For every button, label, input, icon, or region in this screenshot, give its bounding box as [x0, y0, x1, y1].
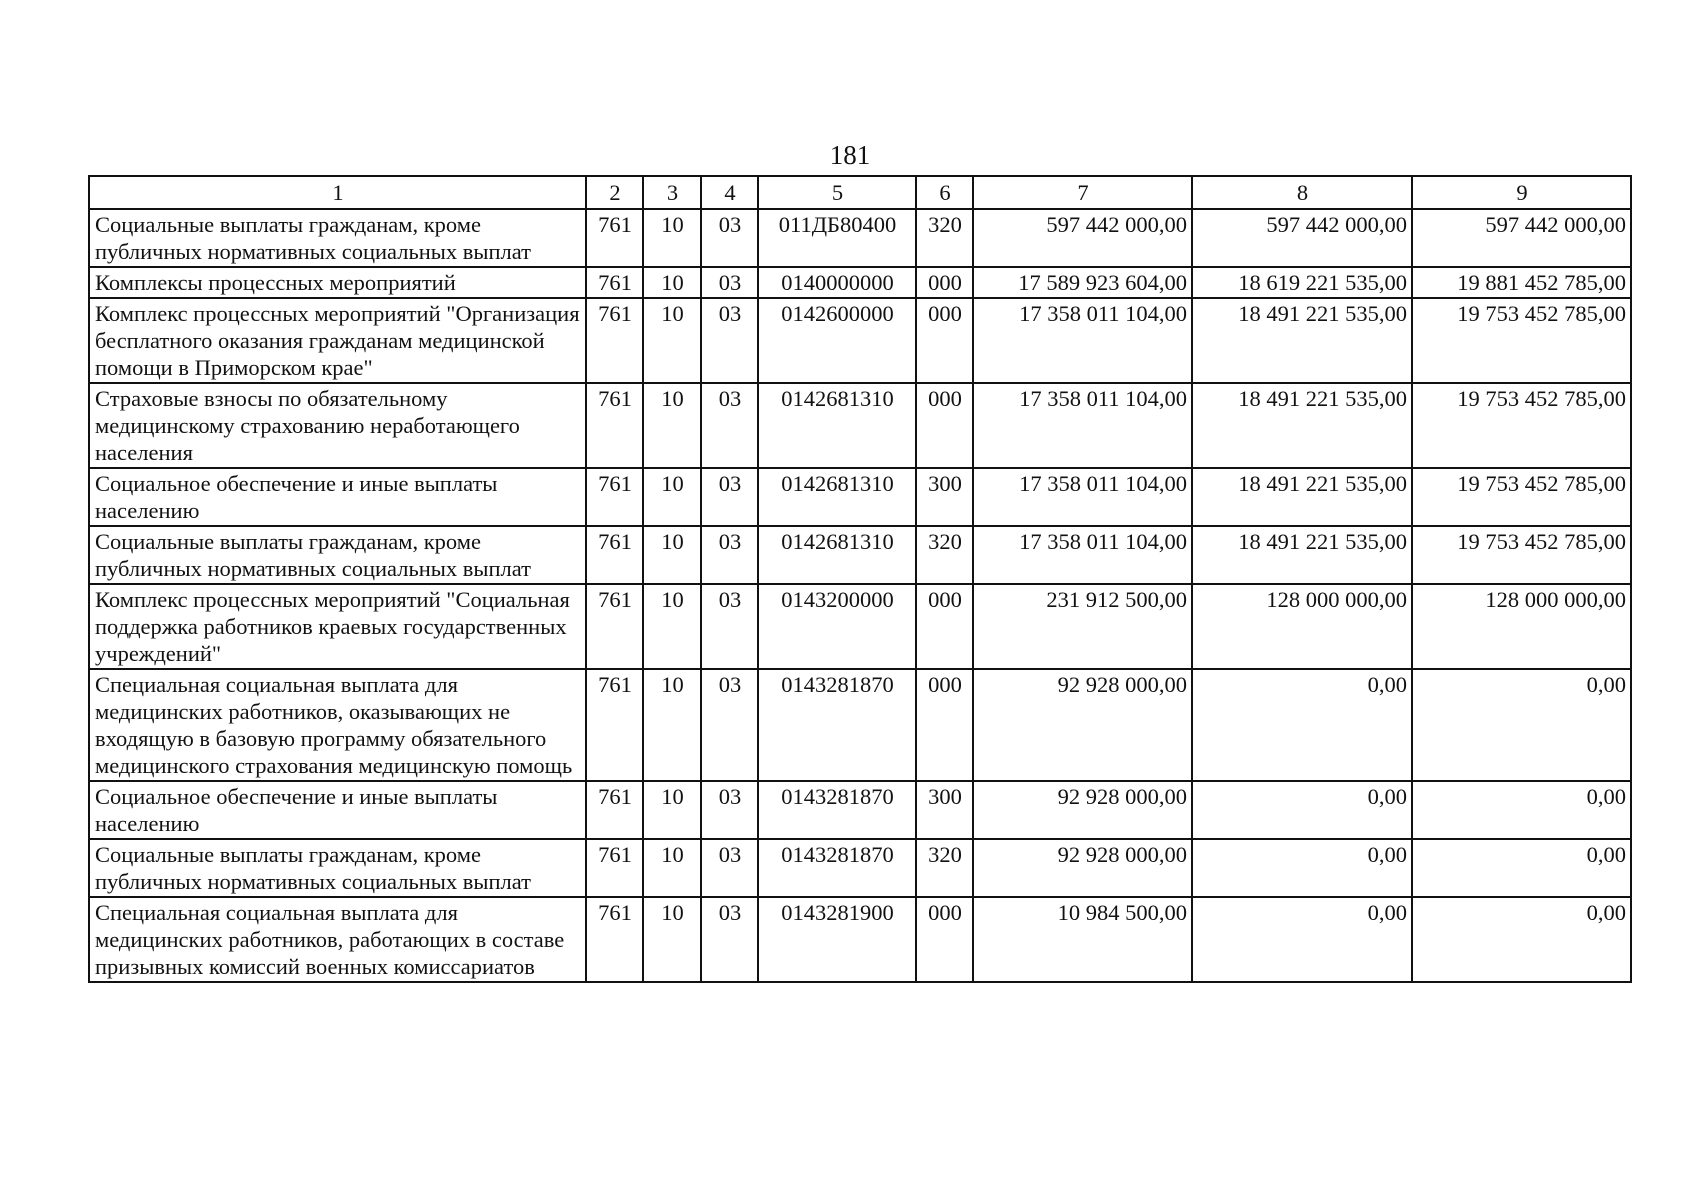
- target-article-code: 0143200000: [758, 584, 916, 669]
- budget-table: [88, 175, 1632, 983]
- amount-col-7: 92 928 000,00: [973, 839, 1192, 897]
- subsection-code: 03: [701, 839, 758, 897]
- column-header-3: 3: [643, 176, 701, 209]
- table-header: [89, 176, 1631, 209]
- target-article-code: 0143281870: [758, 669, 916, 781]
- column-header-1: 1: [89, 176, 586, 209]
- row-name: Социальные выплаты гражданам, кроме публичных нормативных социальных выплат: [89, 526, 586, 584]
- table-row: [89, 468, 1631, 526]
- row-name: Социальные выплаты гражданам, кроме публичных нормативных социальных выплат: [89, 839, 586, 897]
- amount-col-8: 0,00: [1192, 781, 1412, 839]
- target-article-code: 0140000000: [758, 267, 916, 298]
- ministry-code: 761: [586, 669, 643, 781]
- amount-col-8: 597 442 000,00: [1192, 209, 1412, 267]
- ministry-code: 761: [586, 526, 643, 584]
- target-article-code: 0142681310: [758, 383, 916, 468]
- row-name: Страховые взносы по обязательному медицинскому страхованию неработающего населения: [89, 383, 586, 468]
- table-body: [89, 209, 1631, 982]
- target-article-code: 0143281870: [758, 839, 916, 897]
- expense-type-code: 320: [916, 209, 973, 267]
- amount-col-8: 0,00: [1192, 669, 1412, 781]
- column-header-5: 5: [758, 176, 916, 209]
- amount-col-7: 92 928 000,00: [973, 669, 1192, 781]
- ministry-code: 761: [586, 267, 643, 298]
- amount-col-9: 0,00: [1412, 781, 1631, 839]
- target-article-code: 0143281900: [758, 897, 916, 982]
- expense-type-code: 000: [916, 383, 973, 468]
- amount-col-8: 0,00: [1192, 839, 1412, 897]
- target-article-code: 0142600000: [758, 298, 916, 383]
- expense-type-code: 000: [916, 897, 973, 982]
- amount-col-8: 128 000 000,00: [1192, 584, 1412, 669]
- expense-type-code: 000: [916, 298, 973, 383]
- column-header-2: 2: [586, 176, 643, 209]
- expense-type-code: 000: [916, 584, 973, 669]
- table-row: [89, 209, 1631, 267]
- expense-type-code: 300: [916, 781, 973, 839]
- table-row: [89, 383, 1631, 468]
- amount-col-7: 17 589 923 604,00: [973, 267, 1192, 298]
- amount-col-7: 92 928 000,00: [973, 781, 1192, 839]
- ministry-code: 761: [586, 897, 643, 982]
- section-code: 10: [643, 897, 701, 982]
- target-article-code: 0142681310: [758, 526, 916, 584]
- expense-type-code: 000: [916, 669, 973, 781]
- amount-col-9: 19 753 452 785,00: [1412, 383, 1631, 468]
- subsection-code: 03: [701, 584, 758, 669]
- row-name: Социальное обеспечение и иные выплаты населению: [89, 781, 586, 839]
- section-code: 10: [643, 468, 701, 526]
- section-code: 10: [643, 526, 701, 584]
- subsection-code: 03: [701, 669, 758, 781]
- amount-col-9: 19 753 452 785,00: [1412, 298, 1631, 383]
- table-row: [89, 267, 1631, 298]
- row-name: Комплекс процессных мероприятий "Социальная поддержка работников краевых государственных учреждений": [89, 584, 586, 669]
- expense-type-code: 000: [916, 267, 973, 298]
- header-row: [89, 176, 1631, 209]
- expense-type-code: 320: [916, 839, 973, 897]
- table-row: [89, 669, 1631, 781]
- row-name: Специальная социальная выплата для медицинских работников, работающих в составе призывных комиссий военных комиссариатов: [89, 897, 586, 982]
- table-row: [89, 897, 1631, 982]
- ministry-code: 761: [586, 209, 643, 267]
- table-row: [89, 781, 1631, 839]
- section-code: 10: [643, 383, 701, 468]
- amount-col-8: 18 619 221 535,00: [1192, 267, 1412, 298]
- row-name: Социальные выплаты гражданам, кроме публичных нормативных социальных выплат: [89, 209, 586, 267]
- subsection-code: 03: [701, 209, 758, 267]
- amount-col-8: 18 491 221 535,00: [1192, 468, 1412, 526]
- amount-col-9: 19 753 452 785,00: [1412, 526, 1631, 584]
- row-name: Комплексы процессных мероприятий: [89, 267, 586, 298]
- table-row: [89, 526, 1631, 584]
- ministry-code: 761: [586, 383, 643, 468]
- amount-col-7: 17 358 011 104,00: [973, 526, 1192, 584]
- amount-col-9: 597 442 000,00: [1412, 209, 1631, 267]
- amount-col-7: 231 912 500,00: [973, 584, 1192, 669]
- amount-col-8: 18 491 221 535,00: [1192, 526, 1412, 584]
- target-article-code: 011ДБ80400: [758, 209, 916, 267]
- target-article-code: 0142681310: [758, 468, 916, 526]
- amount-col-9: 19 753 452 785,00: [1412, 468, 1631, 526]
- subsection-code: 03: [701, 298, 758, 383]
- section-code: 10: [643, 267, 701, 298]
- amount-col-9: 128 000 000,00: [1412, 584, 1631, 669]
- column-header-8: 8: [1192, 176, 1412, 209]
- subsection-code: 03: [701, 383, 758, 468]
- column-header-7: 7: [973, 176, 1192, 209]
- section-code: 10: [643, 298, 701, 383]
- subsection-code: 03: [701, 897, 758, 982]
- row-name: Специальная социальная выплата для медицинских работников, оказывающих не входящую в базовую программу обязательного медицинского страхования медицинскую помощь: [89, 669, 586, 781]
- row-name: Комплекс процессных мероприятий "Организация бесплатного оказания гражданам медицинской помощи в Приморском крае": [89, 298, 586, 383]
- page-number: 181: [829, 140, 871, 170]
- section-code: 10: [643, 584, 701, 669]
- amount-col-9: 0,00: [1412, 897, 1631, 982]
- section-code: 10: [643, 669, 701, 781]
- amount-col-7: 17 358 011 104,00: [973, 383, 1192, 468]
- amount-col-7: 17 358 011 104,00: [973, 468, 1192, 526]
- amount-col-7: 10 984 500,00: [973, 897, 1192, 982]
- column-header-6: 6: [916, 176, 973, 209]
- amount-col-8: 18 491 221 535,00: [1192, 298, 1412, 383]
- subsection-code: 03: [701, 267, 758, 298]
- ministry-code: 761: [586, 584, 643, 669]
- table-row: [89, 839, 1631, 897]
- column-header-4: 4: [701, 176, 758, 209]
- subsection-code: 03: [701, 468, 758, 526]
- section-code: 10: [643, 209, 701, 267]
- row-name: Социальное обеспечение и иные выплаты населению: [89, 468, 586, 526]
- table-row: [89, 298, 1631, 383]
- ministry-code: 761: [586, 781, 643, 839]
- amount-col-7: 597 442 000,00: [973, 209, 1192, 267]
- amount-col-7: 17 358 011 104,00: [973, 298, 1192, 383]
- table-row: [89, 584, 1631, 669]
- amount-col-9: 0,00: [1412, 669, 1631, 781]
- ministry-code: 761: [586, 839, 643, 897]
- subsection-code: 03: [701, 781, 758, 839]
- amount-col-8: 0,00: [1192, 897, 1412, 982]
- amount-col-8: 18 491 221 535,00: [1192, 383, 1412, 468]
- subsection-code: 03: [701, 526, 758, 584]
- amount-col-9: 0,00: [1412, 839, 1631, 897]
- ministry-code: 761: [586, 298, 643, 383]
- ministry-code: 761: [586, 468, 643, 526]
- expense-type-code: 320: [916, 526, 973, 584]
- target-article-code: 0143281870: [758, 781, 916, 839]
- expense-type-code: 300: [916, 468, 973, 526]
- section-code: 10: [643, 839, 701, 897]
- column-header-9: 9: [1412, 176, 1631, 209]
- amount-col-9: 19 881 452 785,00: [1412, 267, 1631, 298]
- section-code: 10: [643, 781, 701, 839]
